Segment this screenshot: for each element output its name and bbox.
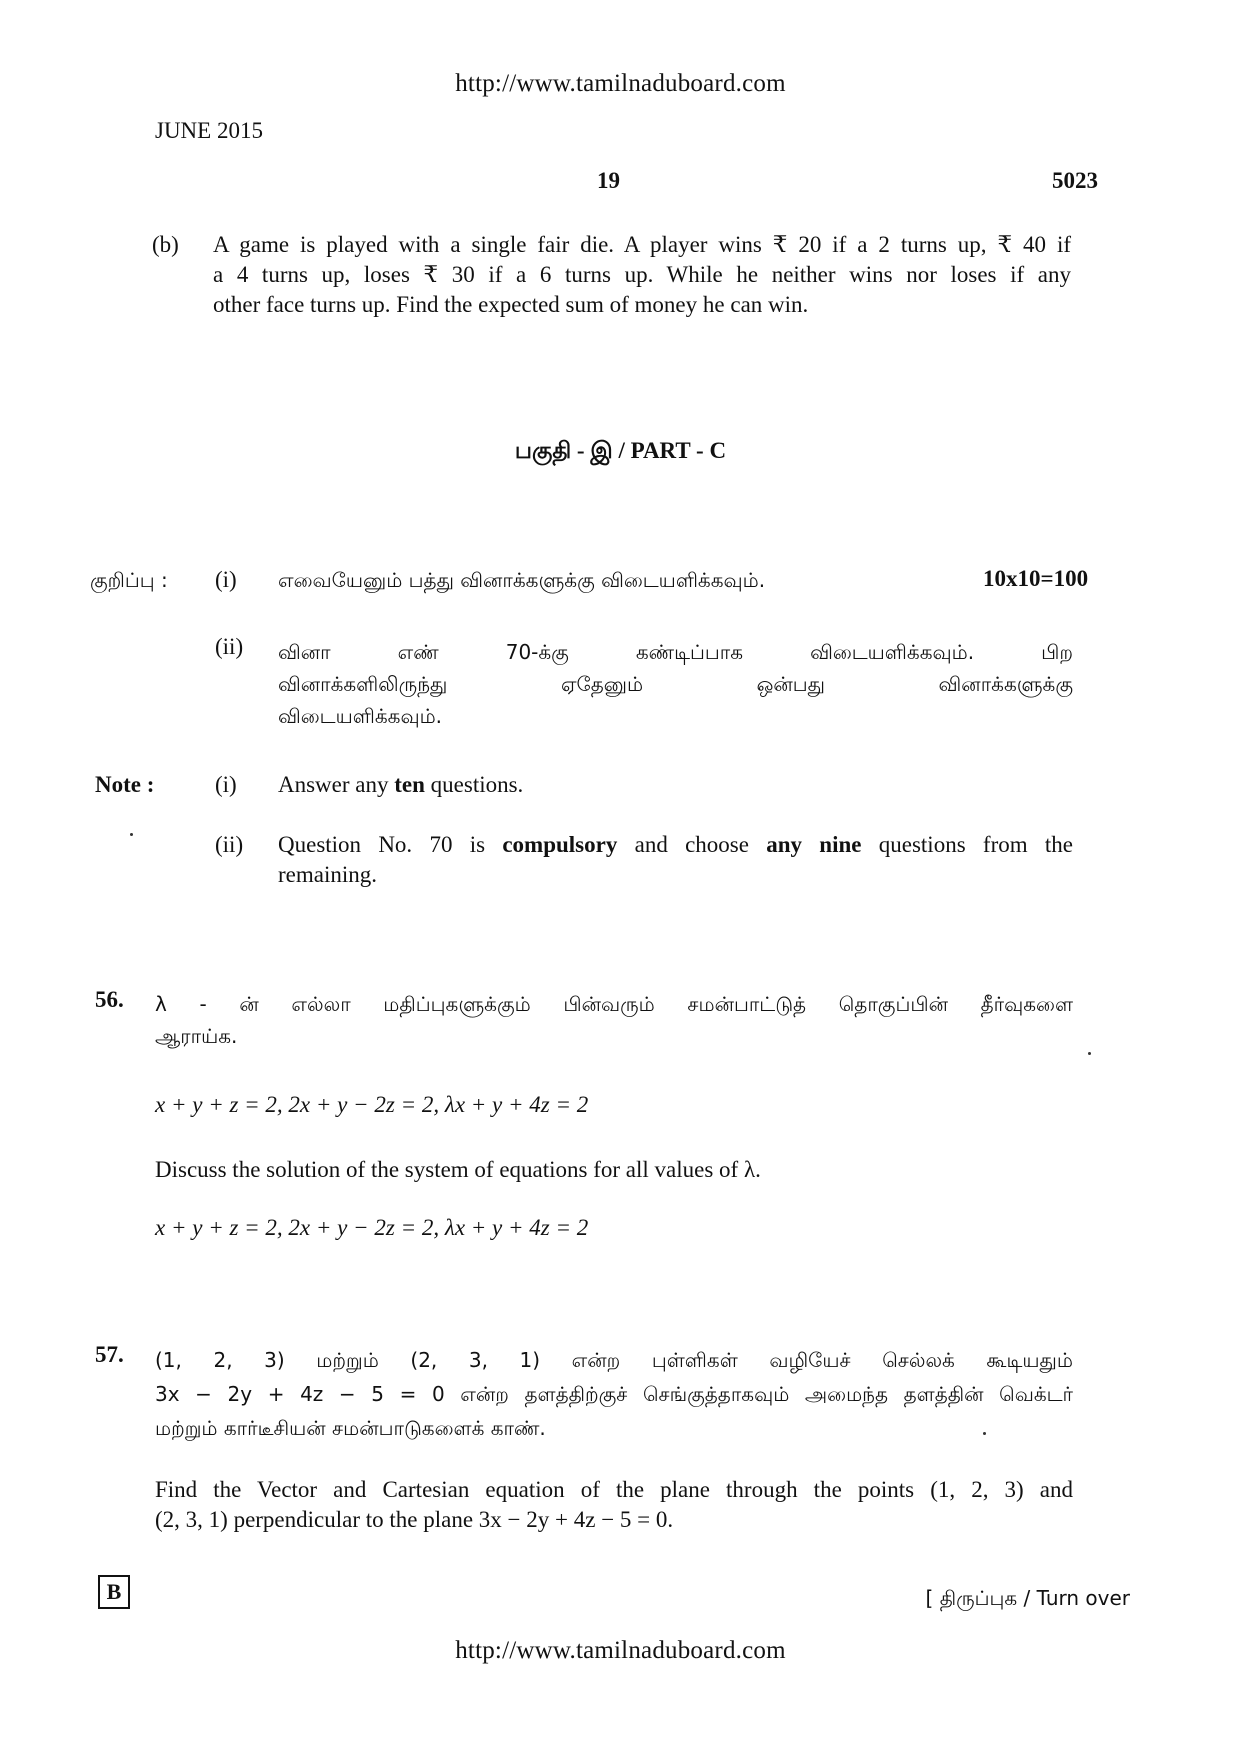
tamil-note-line: விடையளிக்கவும். bbox=[278, 704, 443, 728]
question-tamil-line: மற்றும் கார்டீசியன் சமன்பாடுகளைக் காண். bbox=[155, 1416, 546, 1440]
tamil-note-text: எவையேனும் பத்து வினாக்களுக்கு விடையளிக்கவும். bbox=[278, 568, 766, 592]
question-number: 56. bbox=[95, 987, 124, 1012]
footer-url: http://www.tamilnaduboard.com bbox=[455, 1637, 786, 1664]
note-text-bold: compulsory bbox=[502, 832, 618, 857]
note-text-bold: any nine bbox=[766, 832, 862, 857]
turn-over: [ திருப்புக / Turn over bbox=[925, 1586, 1130, 1610]
note-text-part: Question No. 70 is bbox=[278, 832, 503, 857]
paper-code: 5023 bbox=[1052, 168, 1098, 193]
note-text bbox=[278, 830, 1073, 890]
note-text-part: Answer any bbox=[278, 772, 395, 797]
note-line: remaining. bbox=[278, 862, 377, 887]
question-number: 57. bbox=[95, 1342, 124, 1367]
prev-question-label: (b) bbox=[152, 232, 179, 257]
scan-speck bbox=[983, 1432, 986, 1435]
note-text bbox=[278, 770, 523, 800]
prev-question-line: A game is played with a single fair die. A player wins ₹ 20 if a 2 turns up, ₹ 40 if bbox=[213, 232, 1071, 257]
scan-speck bbox=[130, 833, 133, 836]
tamil-note-num: (ii) bbox=[215, 634, 244, 659]
prev-question-line: other face turns up. Find the expected sum of money he can win. bbox=[213, 292, 809, 317]
question-english-line: Find the Vector and Cartesian equation of the plane through the points (1, 2, 3) and bbox=[155, 1477, 1073, 1502]
scan-speck bbox=[1088, 1052, 1091, 1055]
note-num: (ii) bbox=[215, 832, 244, 857]
note-text-bold: ten bbox=[394, 772, 425, 797]
note-text-part: and choose bbox=[617, 832, 767, 857]
tamil-note-line: வினா எண் 70-க்கு கண்டிப்பாக விடையளிக்கவும். பிற bbox=[278, 640, 1073, 664]
note-label: Note : bbox=[95, 772, 155, 797]
question-tamil-line: 3x − 2y + 4z − 5 = 0 என்ற தளத்திற்குச் செங்குத்தாகவும் அமைந்த தளத்தின் வெக்டர் bbox=[155, 1382, 1073, 1406]
question-tamil bbox=[155, 1343, 1073, 1445]
question-tamil bbox=[155, 988, 1073, 1052]
question-tamil-line: λ - ன் எல்லா மதிப்புகளுக்கும் பின்வரும் சமன்பாட்டுத் தொகுப்பின் தீர்வுகளை bbox=[155, 992, 1073, 1016]
exam-date: JUNE 2015 bbox=[155, 118, 263, 143]
note-text-part: questions. bbox=[424, 772, 524, 797]
marks-scheme: 10x10=100 bbox=[983, 566, 1089, 591]
note-num: (i) bbox=[215, 772, 237, 797]
booklet-badge: B bbox=[98, 1575, 130, 1609]
question-tamil-line: (1, 2, 3) மற்றும் (2, 3, 1) என்ற புள்ளிகள் வழியேச் செல்லக் கூடியதும் bbox=[155, 1348, 1073, 1372]
section-title: பகுதி - இ / PART - C bbox=[514, 438, 727, 463]
equation: x + y + z = 2, 2x + y − 2z = 2, λx + y + 4z = 2 bbox=[155, 1092, 589, 1117]
page-number: 19 bbox=[597, 168, 620, 193]
prev-question-text bbox=[213, 230, 1071, 320]
header-url: http://www.tamilnaduboard.com bbox=[455, 70, 786, 97]
tamil-note-label: குறிப்பு : bbox=[90, 568, 168, 592]
note-line bbox=[278, 830, 1073, 860]
question-english-line: (2, 3, 1) perpendicular to the plane 3x − 2y + 4z − 5 = 0. bbox=[155, 1507, 674, 1532]
question-tamil-line: ஆராய்க. bbox=[155, 1024, 238, 1048]
question-english bbox=[155, 1475, 1073, 1535]
tamil-note-num: (i) bbox=[215, 567, 237, 592]
tamil-note-text bbox=[278, 636, 1073, 732]
tamil-note-line: வினாக்களிலிருந்து ஏதேனும் ஒன்பது வினாக்களுக்கு bbox=[278, 672, 1073, 696]
question-english: Discuss the solution of the system of equations for all values of λ. bbox=[155, 1157, 761, 1182]
note-text-part: questions from the bbox=[861, 832, 1073, 857]
equation: x + y + z = 2, 2x + y − 2z = 2, λx + y + 4z = 2 bbox=[155, 1215, 589, 1240]
prev-question-line: a 4 turns up, loses ₹ 30 if a 6 turns up. While he neither wins nor loses if any bbox=[213, 262, 1071, 287]
